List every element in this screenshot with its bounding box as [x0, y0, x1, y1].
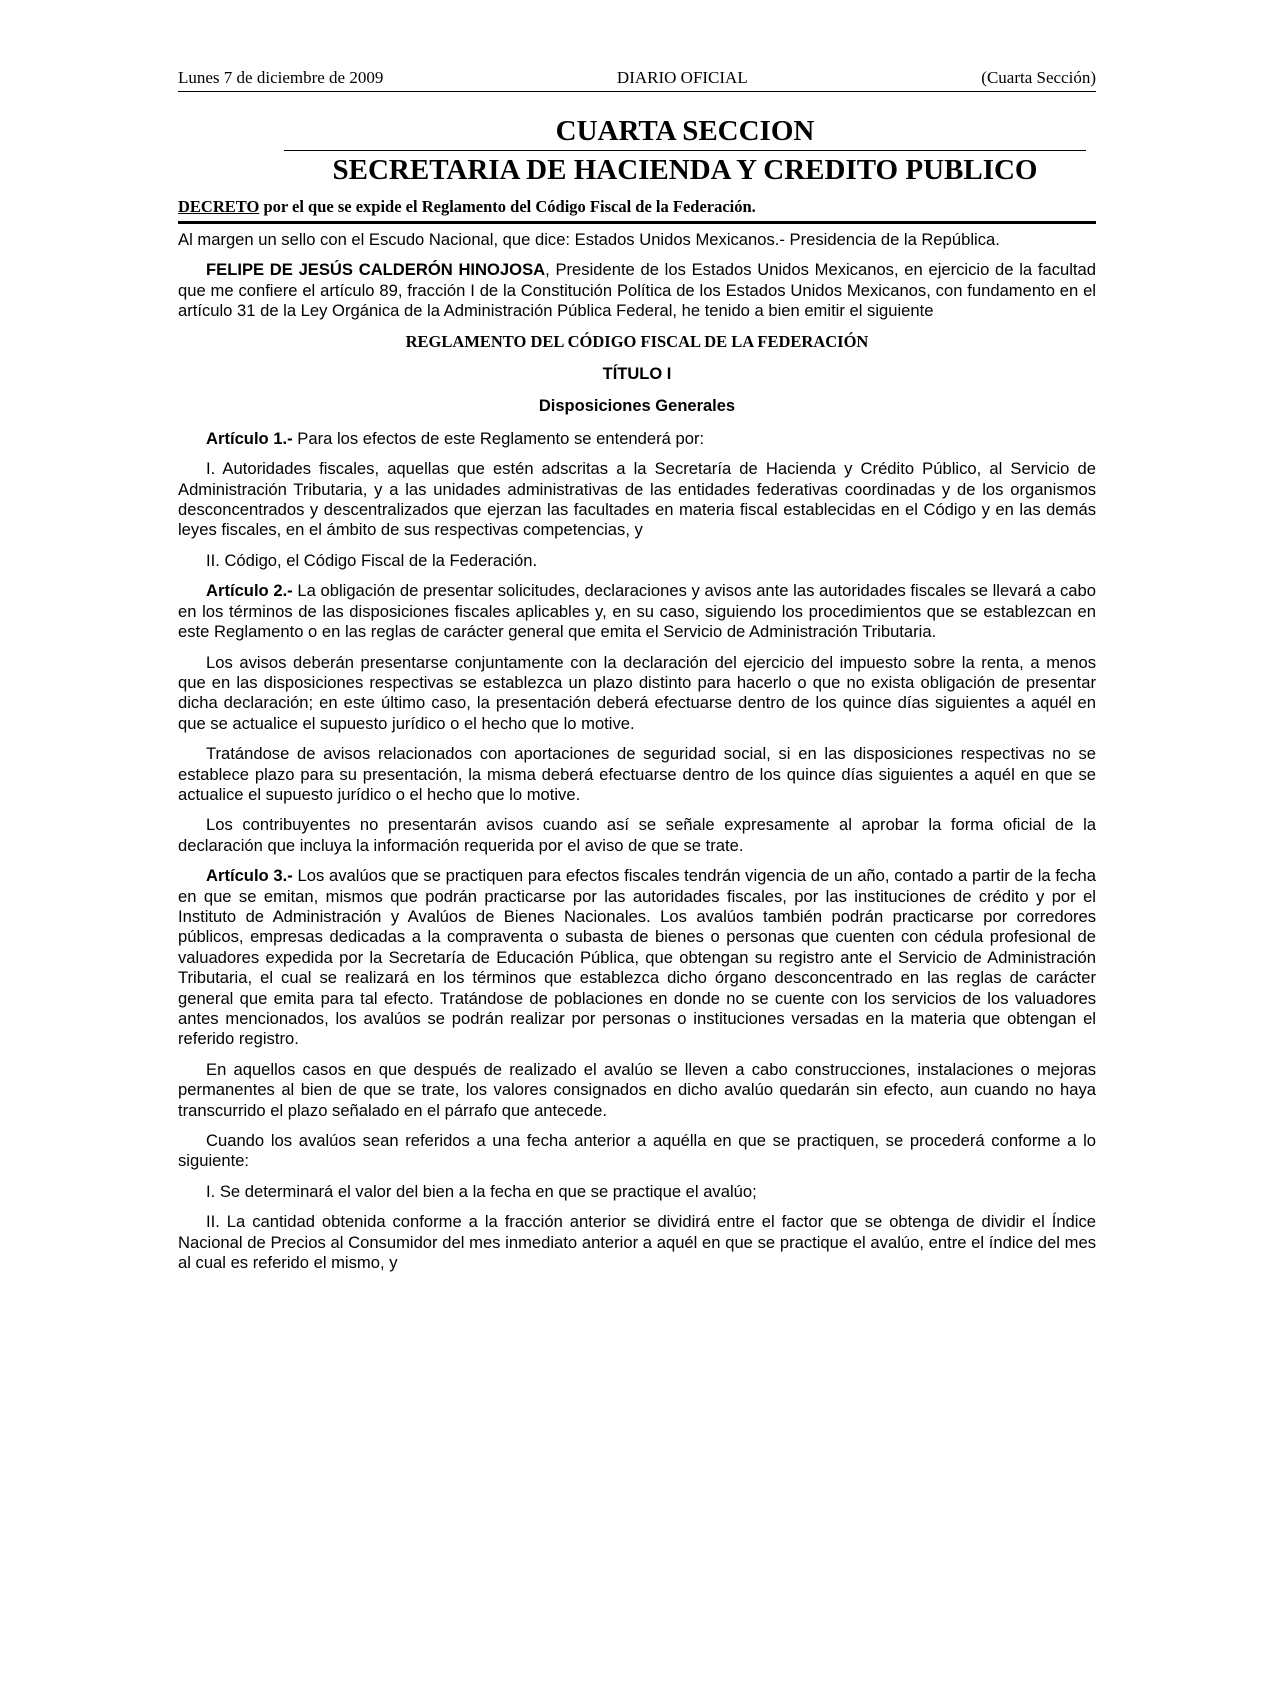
- article-3-text: Los avalúos que se practiquen para efectos fiscales tendrán vigencia de un año, contado a partir de la fecha en que se emitan, mismos que podrán practicarse por las autoridades fiscales, por las instituciones de crédito y por el Instituto de Administración y Avalúos de Bienes Nacionales. Los avalúos también podrán practicarse por corredores públicos, empresas dedicadas a la compraventa o subasta de bienes o personas que cuenten con cédula profesional de valuadores expedida por la Secretaría de Educación Pública, que obtengan su registro ante el Servicio de Administración Tributaria, el cual se realizará en los términos que establezca dicho órgano desconcentrado en las reglas de carácter general que emita para tal efecto. Tratándose de poblaciones en donde no se cuente con los servicios de los valuadores antes mencionados, los avalúos se podrán realizar por personas o instituciones versadas en la materia que obtengan el referido registro.: [178, 866, 1096, 1049]
- article-1-item-1: I. Autoridades fiscales, aquellas que estén adscritas a la Secretaría de Hacienda y Crédito Público, al Servicio de Administración Tributaria, y a las unidades administrativas de las entidades federativas coordinadas y de los organismos desconcentrados y descentralizados que ejerzan las facultades en materia fiscal establecidas en el Código y en las demás leyes fiscales, en el ámbito de sus respectivas competencias, y: [178, 459, 1096, 540]
- president-name: FELIPE DE JESÚS CALDERÓN HINOJOSA: [206, 260, 546, 280]
- president-text: , Presidente de los Estados Unidos Mexicanos, en ejercicio de la facultad que me confiere el artículo 89, fracción I de la Constitución Política de los Estados Unidos Mexicanos, con fundamento en el artículo 31 de la Ley Orgánica de la Administración Pública Federal, he tenido a bien emitir el siguiente: [178, 260, 1096, 321]
- section-divider: [284, 150, 1086, 151]
- article-1-label: Artículo 1.-: [206, 428, 293, 448]
- article-3-paragraph-2: En aquellos casos en que después de realizado el avalúo se lleven a cabo construcciones, instalaciones o mejoras permanentes al bien de que se trate, los valores consignados en dicho avalúo quedarán sin efecto, aun cuando no haya transcurrido el plazo señalado en el párrafo que antecede.: [178, 1059, 1096, 1120]
- section-title: CUARTA SECCION: [555, 115, 815, 147]
- header-section: (Cuarta Sección): [981, 68, 1096, 87]
- decree-heading: [178, 197, 1096, 217]
- article-1-item-2: II. Código, el Código Fiscal de la Federación.: [206, 550, 538, 570]
- article-2-paragraph-2: Los avisos deberán presentarse conjuntamente con la declaración del ejercicio del impuesto sobre la renta, a menos que en las disposiciones respectivas se establezca un plazo distinto para hacerlo o que no exista obligación de presentar dicha declaración; en este último caso, la presentación deberá efectuarse dentro de los quince días siguientes a aquél en que se actualice el supuesto jurídico o el hecho que lo motive.: [178, 652, 1096, 733]
- article-2-label: Artículo 2.-: [206, 581, 293, 601]
- document-page: [178, 68, 1096, 1283]
- running-header: [178, 68, 1096, 92]
- article-1-intro: [178, 429, 1096, 449]
- article-2-text: La obligación de presentar solicitudes, declaraciones y avisos ante las autoridades fiscales se llevará a cabo en los términos de las disposiciones fiscales aplicables y, en su caso, siguiendo los procedimientos que se establezcan en este Reglamento o en las reglas de carácter general que emita el Servicio de Administración Tributaria.: [178, 581, 1096, 642]
- chapter-title: Disposiciones Generales: [538, 397, 736, 416]
- article-2-paragraph-1: [178, 581, 1096, 642]
- article-2-paragraph-4: Los contribuyentes no presentarán avisos cuando así se señale expresamente al aprobar la forma oficial de la declaración que incluya la información requerida por el aviso de que se trate.: [178, 815, 1096, 855]
- document-body: [178, 230, 1096, 1273]
- article-2-paragraph-3: Tratándose de avisos relacionados con aportaciones de seguridad social, si en las disposiciones respectivas no se establece plazo para su presentación, la misma deberá efectuarse dentro de los quince días siguientes a aquél en que se actualice el supuesto jurídico o el hecho que lo motive.: [178, 744, 1096, 804]
- article-3-paragraph-1: [178, 866, 1096, 1050]
- section-heading-block: [284, 114, 1086, 187]
- article-3-item-1: I. Se determinará el valor del bien a la fecha en que se practique el avalúo;: [206, 1181, 757, 1201]
- decree-rest: por el que se expide el Reglamento del Código Fiscal de la Federación.: [259, 197, 756, 216]
- article-1-intro-text: Para los efectos de este Reglamento se entenderá por:: [292, 428, 705, 448]
- regulation-title: REGLAMENTO DEL CÓDIGO FISCAL DE LA FEDERACIÓN: [405, 331, 869, 351]
- article-3-paragraph-3: Cuando los avalúos sean referidos a una fecha anterior a aquélla en que se practiquen, se procederá conforme a lo siguiente:: [178, 1131, 1096, 1171]
- article-3-label: Artículo 3.-: [206, 866, 293, 886]
- header-publication: DIARIO OFICIAL: [616, 68, 748, 87]
- decree-lead: DECRETO: [178, 197, 260, 216]
- title-label: TÍTULO I: [602, 365, 672, 384]
- ministry-title: SECRETARIA DE HACIENDA Y CREDITO PUBLICO: [332, 154, 1038, 186]
- seal-paragraph: Al margen un sello con el Escudo Nacional, que dice: Estados Unidos Mexicanos.- Presidencia de la República.: [178, 230, 1000, 249]
- article-3-item-2: II. La cantidad obtenida conforme a la fracción anterior se dividirá entre el factor que se obtenga de dividir el Índice Nacional de Precios al Consumidor del mes inmediato anterior a aquél en que se practique el avalúo, entre el índice del mes al cual es referido el mismo, y: [178, 1212, 1096, 1273]
- president-paragraph: [178, 260, 1096, 321]
- header-date: Lunes 7 de diciembre de 2009: [178, 68, 384, 87]
- decree-divider: [178, 221, 1096, 224]
